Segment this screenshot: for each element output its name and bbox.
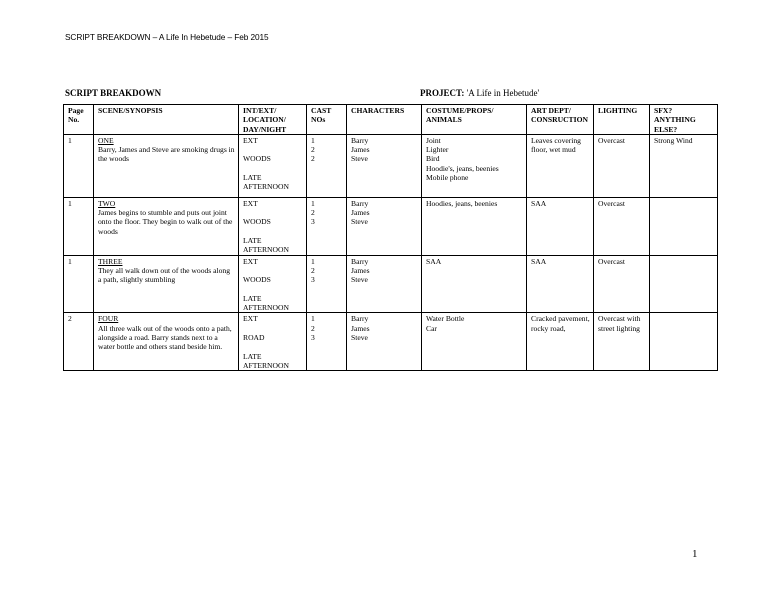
table-header-row <box>64 105 718 135</box>
table-row <box>64 197 718 255</box>
int-ext: EXT <box>243 135 258 145</box>
cell-art: SAA <box>527 255 594 313</box>
costume-item: Lighter <box>426 145 449 155</box>
cell-page: 1 <box>64 197 94 255</box>
cell-characters <box>347 134 422 197</box>
cell-lighting: Overcast with street lighting <box>594 313 650 371</box>
cell-characters <box>347 197 422 255</box>
table-row <box>64 134 718 197</box>
character-name: Steve <box>351 333 368 343</box>
cell-scene <box>94 134 239 197</box>
costume-item: Hoodie's, jeans, beenies <box>426 163 499 173</box>
page-number: 1 <box>692 548 698 560</box>
time-of-day: LATE AFTERNOON <box>243 173 289 192</box>
cell-cast <box>307 255 347 313</box>
cell-costume <box>422 197 527 255</box>
cell-location <box>239 255 307 313</box>
character-name: James <box>351 208 370 218</box>
scene-synopsis: They all walk down out of the woods along a path, slightly stumbling <box>98 265 231 285</box>
int-ext: EXT <box>243 256 258 266</box>
character-name: James <box>351 265 370 275</box>
character-name: Steve <box>351 275 368 285</box>
cell-cast <box>307 313 347 371</box>
time-of-day: LATE AFTERNOON <box>243 236 289 255</box>
project-label: PROJECT: <box>420 88 465 98</box>
costume-item: Hoodies, jeans, beenies <box>426 198 498 208</box>
scene-synopsis: James begins to stumble and puts out joint onto the floor. They begin to walk out of the woods <box>98 208 233 236</box>
script-breakdown-table <box>63 104 718 371</box>
cell-location <box>239 134 307 197</box>
scene-number: ONE <box>98 135 114 145</box>
cell-page: 1 <box>64 134 94 197</box>
col-header-sfx: SFX? ANYTHING ELSE? <box>650 105 718 135</box>
col-header-art: ART DEPT/ CONSRUCTION <box>527 105 594 135</box>
cast-number: 2 <box>311 154 315 164</box>
col-header-scene: SCENE/SYNOPSIS <box>94 105 239 135</box>
col-header-cast: CAST NOs <box>307 105 347 135</box>
cast-number: 2 <box>311 208 315 218</box>
running-header: SCRIPT BREAKDOWN – A Life In Hebetude – Feb 2015 <box>65 32 269 42</box>
costume-item: Mobile phone <box>426 173 469 183</box>
cell-location <box>239 197 307 255</box>
int-ext: EXT <box>243 314 258 324</box>
col-header-lighting: LIGHTING <box>594 105 650 135</box>
costume-item: Water Bottle <box>426 314 465 324</box>
cast-number: 2 <box>311 265 315 275</box>
character-name: Barry <box>351 314 369 324</box>
character-name: Barry <box>351 256 369 266</box>
table-row <box>64 255 718 313</box>
cast-number: 3 <box>311 333 315 343</box>
cast-number: 1 <box>311 314 315 324</box>
cell-location <box>239 313 307 371</box>
location: WOODS <box>243 217 271 227</box>
cell-lighting: Overcast <box>594 197 650 255</box>
cell-characters <box>347 313 422 371</box>
cell-cast <box>307 134 347 197</box>
cell-sfx: Strong Wind <box>650 134 718 197</box>
cast-number: 1 <box>311 135 315 145</box>
character-name: James <box>351 145 370 155</box>
location: WOODS <box>243 154 271 164</box>
cell-art: SAA <box>527 197 594 255</box>
cell-page: 1 <box>64 255 94 313</box>
scene-synopsis: All three walk out of the woods onto a path, alongside a road. Barry stands next to a water bottle and others stand beside him. <box>98 323 232 352</box>
cell-lighting: Overcast <box>594 255 650 313</box>
cell-cast <box>307 197 347 255</box>
cell-sfx <box>650 313 718 371</box>
cell-lighting: Overcast <box>594 134 650 197</box>
cell-sfx <box>650 255 718 313</box>
cell-scene <box>94 255 239 313</box>
col-header-page: Page No. <box>64 105 94 135</box>
cell-art: Leaves covering floor, wet mud <box>527 134 594 197</box>
cast-number: 1 <box>311 256 315 266</box>
scene-synopsis: Barry, James and Steve are smoking drugs in the woods <box>98 145 235 164</box>
col-header-characters: CHARACTERS <box>347 105 422 135</box>
cell-costume <box>422 313 527 371</box>
character-name: Steve <box>351 217 368 227</box>
project-title: 'A Life in Hebetude' <box>466 88 540 98</box>
col-header-location: INT/EXT/ LOCATION/ DAY/NIGHT <box>239 105 307 135</box>
scene-number: THREE <box>98 256 123 266</box>
cell-sfx <box>650 197 718 255</box>
character-name: Steve <box>351 154 368 164</box>
cast-number: 1 <box>311 198 315 208</box>
time-of-day: LATE AFTERNOON <box>243 293 289 313</box>
costume-item: Joint <box>426 135 441 145</box>
int-ext: EXT <box>243 198 258 208</box>
time-of-day: LATE AFTERNOON <box>243 351 289 370</box>
col-header-costume: COSTUME/PROPS/ ANIMALS <box>422 105 527 135</box>
character-name: Barry <box>351 135 369 145</box>
cell-art: Cracked pavement, rocky road, <box>527 313 594 371</box>
cell-scene <box>94 197 239 255</box>
costume-item: Car <box>426 323 437 333</box>
costume-item: SAA <box>426 256 442 266</box>
cell-characters <box>347 255 422 313</box>
project-line <box>420 88 539 98</box>
scene-number: TWO <box>98 198 116 208</box>
cell-page: 2 <box>64 313 94 371</box>
cast-number: 2 <box>311 323 315 333</box>
costume-item: Bird <box>426 154 440 164</box>
character-name: Barry <box>351 198 369 208</box>
document-title: SCRIPT BREAKDOWN <box>65 88 162 98</box>
scene-number: FOUR <box>98 314 119 324</box>
cell-scene <box>94 313 239 371</box>
cell-costume <box>422 255 527 313</box>
cast-number: 2 <box>311 145 315 155</box>
character-name: James <box>351 323 370 333</box>
location: ROAD <box>243 333 265 343</box>
cast-number: 3 <box>311 217 315 227</box>
location: WOODS <box>243 275 271 285</box>
table-row <box>64 313 718 371</box>
cell-costume <box>422 134 527 197</box>
cast-number: 3 <box>311 275 315 285</box>
